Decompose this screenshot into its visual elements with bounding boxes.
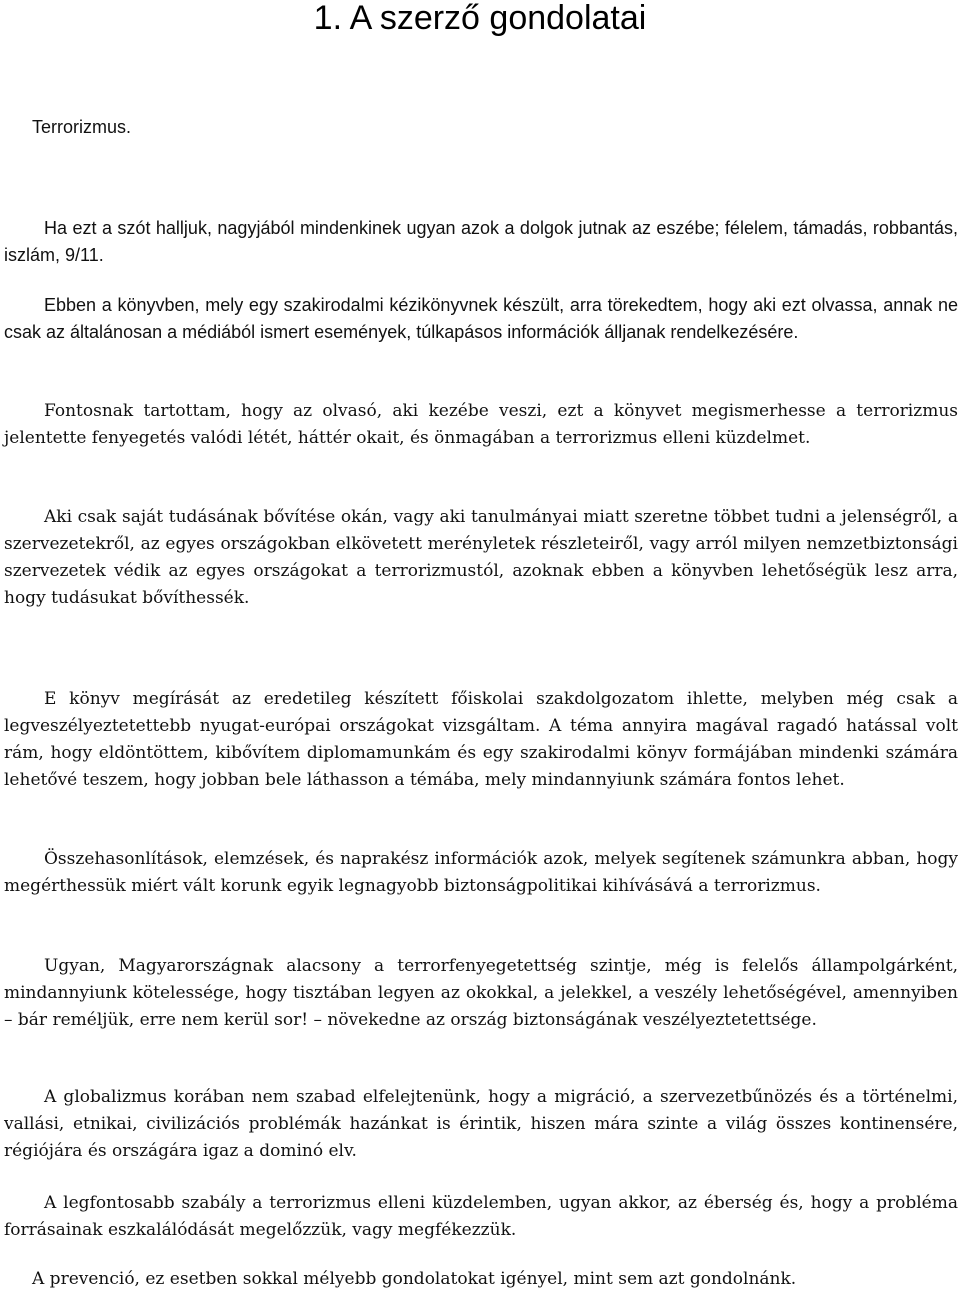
paragraph-11: A prevenció, ez esetben sokkal mélyebb gondolatokat igényel, mint sem azt gondolnánk. [32, 1269, 797, 1289]
paragraph-9: A globalizmus korában nem szabad elfelejtenünk, hogy a migráció, a szervezetbűnözés és a történelmi, vallási, etnikai, civilizációs problémák hazánkat is érintik, hiszen mára szinte a világ összes kontinensére, régiójára és országára igaz a dominó elv. [4, 1087, 958, 1161]
paragraph-10: A legfontosabb szabály a terrorizmus elleni küzdelemben, ugyan akkor, az éberség és, hogy a probléma forrásainak eszkalálódását megelőzzük, vagy megfékezzük. [4, 1193, 958, 1240]
paragraph-3: Ebben a könyvben, mely egy szakirodalmi kézikönyvnek készült, arra törekedtem, hogy aki ezt olvassa, annak ne csak az általánosan a médiából ismert események, túlkapásos információk álljanak rendelkezésére. [4, 295, 958, 342]
paragraph-8: Ugyan, Magyarországnak alacsony a terrorfenyegetettség szintje, még is felelős állampolgárként, mindannyiunk kötelessége, hogy tisztában legyen az okokkal, a jelekkel, a veszély lehetőségével, amennyiben – bár reméljük, erre nem kerül sor! – növekedne az ország biztonságának veszélyeztetettsége. [4, 956, 958, 1030]
page-title: 1. A szerző gondolatai [313, 0, 647, 37]
paragraph-1: Terrorizmus. [32, 117, 132, 137]
paragraph-5: Aki csak saját tudásának bővítése okán, vagy aki tanulmányai miatt szeretne többet tudni a jelenségről, a szervezetekről, az egyes országokban elkövetett merényletek részleteiről, vagy arról milyen nemzetbiztonsági szervezetek védik az egyes országokat a terrorizmustól, azoknak ebben a könyvben lehetőségük lesz arra, hogy tudásukat bővíthessék. [4, 507, 958, 608]
paragraph-4: Fontosnak tartottam, hogy az olvasó, aki kezébe veszi, ezt a könyvet megismerhesse a terrorizmus jelentette fenyegetés valódi létét, háttér okait, és önmagában a terrorizmus elleni küzdelmet. [4, 401, 958, 448]
paragraph-7: Összehasonlítások, elemzések, és naprakész információk azok, melyek segítenek számunkra abban, hogy megérthessük miért vált korunk egyik legnagyobb biztonságpolitikai kihívásává a terrorizmus. [4, 849, 958, 896]
paragraph-2: Ha ezt a szót halljuk, nagyjából mindenkinek ugyan azok a dolgok jutnak az eszébe; félelem, támadás, robbantás, iszlám, 9/11. [4, 218, 958, 265]
paragraph-6: E könyv megírását az eredetileg készített főiskolai szakdolgozatom ihlette, melyben még csak a legveszélyeztetettebb nyugat-európai országokat vizsgáltam. A téma annyira magával ragadó hatással volt rám, hogy eldöntöttem, kibővítem diplomamunkám és egy szakirodalmi könyv formájában mindenki számára lehetővé teszem, hogy jobban bele láthasson a témába, mely mindannyiunk számára fontos lehet. [4, 689, 958, 790]
